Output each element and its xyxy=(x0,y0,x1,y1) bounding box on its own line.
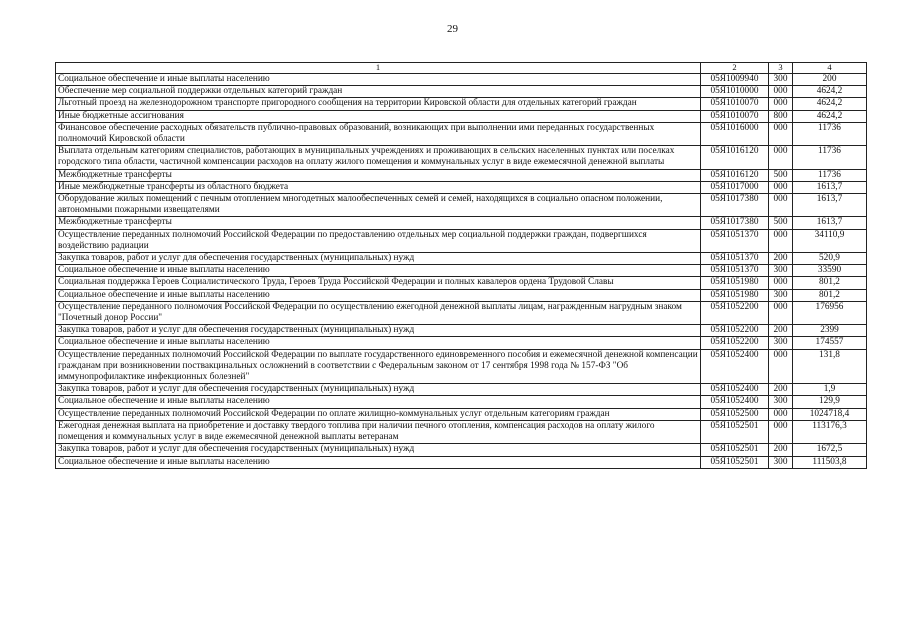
row-type-cell: 300 xyxy=(769,456,793,468)
row-code-cell: 05Я1052200 xyxy=(701,337,769,349)
row-amount-cell: 129,9 xyxy=(793,396,867,408)
table-header-row xyxy=(56,63,867,74)
row-code-cell: 05Я1052200 xyxy=(701,325,769,337)
row-code-cell: 05Я1051980 xyxy=(701,289,769,301)
row-code-cell: 05Я1051370 xyxy=(701,265,769,277)
row-name-cell: Осуществление переданных полномочий Российской Федерации по выплате государственного единовременного пособия и ежемесячной денежной компенсации гражданам при возникновении поствакцинальных осложнений в соответствии с Федеральным законом от 17 сентября 1998 года № 157-ФЗ "Об иммунопрофилактике инфекционных болезней" xyxy=(56,349,701,384)
row-name-cell: Льготный проезд на железнодорожном транспорте пригородного сообщения на территории Кировской области для отдельных категорий граждан xyxy=(56,98,701,110)
row-code-cell: 05Я1051370 xyxy=(701,229,769,252)
row-amount-cell: 1024718,4 xyxy=(793,408,867,420)
row-amount-cell: 520,9 xyxy=(793,253,867,265)
row-type-cell: 300 xyxy=(769,289,793,301)
row-amount-cell: 174557 xyxy=(793,337,867,349)
row-amount-cell: 131,8 xyxy=(793,349,867,384)
row-type-cell: 300 xyxy=(769,337,793,349)
row-amount-cell: 4624,2 xyxy=(793,86,867,98)
row-type-cell: 200 xyxy=(769,444,793,456)
row-name-cell: Ежегодная денежная выплата на приобретение и доставку твердого топлива при наличии печного отопления, компенсация расходов на оплату жилого помещения и коммунальных услуг в виде ежемесячной денежной выплаты ветеранам xyxy=(56,420,701,443)
row-type-cell: 000 xyxy=(769,301,793,324)
table-row xyxy=(56,325,867,337)
row-amount-cell: 1613,7 xyxy=(793,181,867,193)
row-name-cell: Социальное обеспечение и иные выплаты населению xyxy=(56,337,701,349)
row-name-cell: Финансовое обеспечение расходных обязательств публично-правовых образований, возникающих при выполнении ими переданных государственных полномочий Кировской области xyxy=(56,122,701,145)
row-name-cell: Межбюджетные трансферты xyxy=(56,169,701,181)
row-name-cell: Межбюджетные трансферты xyxy=(56,217,701,229)
row-name-cell: Иные межбюджетные трансферты из областного бюджета xyxy=(56,181,701,193)
table-row xyxy=(56,420,867,443)
table-row xyxy=(56,289,867,301)
row-type-cell: 000 xyxy=(769,408,793,420)
table-row xyxy=(56,265,867,277)
row-type-cell: 000 xyxy=(769,420,793,443)
row-code-cell: 05Я1016000 xyxy=(701,122,769,145)
row-amount-cell: 801,2 xyxy=(793,289,867,301)
row-type-cell: 300 xyxy=(769,265,793,277)
row-type-cell: 000 xyxy=(769,181,793,193)
row-code-cell: 05Я1052501 xyxy=(701,420,769,443)
column-header-code: 2 xyxy=(701,63,769,74)
row-code-cell: 05Я1052500 xyxy=(701,408,769,420)
row-type-cell: 300 xyxy=(769,396,793,408)
table-row xyxy=(56,110,867,122)
column-header-type: 3 xyxy=(769,63,793,74)
row-type-cell: 200 xyxy=(769,325,793,337)
row-name-cell: Иные бюджетные ассигнования xyxy=(56,110,701,122)
row-type-cell: 800 xyxy=(769,110,793,122)
row-amount-cell: 4624,2 xyxy=(793,98,867,110)
row-code-cell: 05Я1017000 xyxy=(701,181,769,193)
row-amount-cell: 113176,3 xyxy=(793,420,867,443)
row-code-cell: 05Я1051370 xyxy=(701,253,769,265)
page-number: 29 xyxy=(447,23,458,35)
table-row xyxy=(56,169,867,181)
budget-table xyxy=(55,62,867,469)
row-amount-cell: 200 xyxy=(793,74,867,86)
column-header-name: 1 xyxy=(56,63,701,74)
row-amount-cell: 1,9 xyxy=(793,384,867,396)
table-row xyxy=(56,444,867,456)
row-code-cell: 05Я1052400 xyxy=(701,349,769,384)
row-name-cell: Оборудование жилых помещений с печным отоплением многодетных малообеспеченных семей и семей, находящихся в социально опасном положении, автономными пожарными извещателями xyxy=(56,194,701,217)
row-amount-cell: 1613,7 xyxy=(793,217,867,229)
table-row xyxy=(56,181,867,193)
row-type-cell: 200 xyxy=(769,253,793,265)
row-name-cell: Социальное обеспечение и иные выплаты населению xyxy=(56,289,701,301)
column-header-amount: 4 xyxy=(793,63,867,74)
row-name-cell: Социальная поддержка Героев Социалистического Труда, Героев Труда Российской Федерации и полных кавалеров ордена Трудовой Славы xyxy=(56,277,701,289)
row-name-cell: Социальное обеспечение и иные выплаты населению xyxy=(56,456,701,468)
table-body xyxy=(56,74,867,469)
table-row xyxy=(56,253,867,265)
row-code-cell: 05Я1052200 xyxy=(701,301,769,324)
table-row xyxy=(56,229,867,252)
row-amount-cell: 11736 xyxy=(793,146,867,169)
row-type-cell: 200 xyxy=(769,384,793,396)
table-row xyxy=(56,408,867,420)
row-name-cell: Закупка товаров, работ и услуг для обеспечения государственных (муниципальных) нужд xyxy=(56,444,701,456)
row-amount-cell: 34110,9 xyxy=(793,229,867,252)
table-row xyxy=(56,194,867,217)
row-code-cell: 05Я1010000 xyxy=(701,86,769,98)
row-name-cell: Социальное обеспечение и иные выплаты населению xyxy=(56,74,701,86)
table-row xyxy=(56,146,867,169)
row-amount-cell: 1672,5 xyxy=(793,444,867,456)
row-name-cell: Обеспечение мер социальной поддержки отдельных категорий граждан xyxy=(56,86,701,98)
row-name-cell: Социальное обеспечение и иные выплаты населению xyxy=(56,265,701,277)
row-name-cell: Закупка товаров, работ и услуг для обеспечения государственных (муниципальных) нужд xyxy=(56,384,701,396)
row-type-cell: 000 xyxy=(769,86,793,98)
row-code-cell: 05Я1052400 xyxy=(701,384,769,396)
table-row xyxy=(56,98,867,110)
row-code-cell: 05Я1016120 xyxy=(701,169,769,181)
row-type-cell: 000 xyxy=(769,122,793,145)
row-amount-cell: 111503,8 xyxy=(793,456,867,468)
table-row xyxy=(56,384,867,396)
table-row xyxy=(56,349,867,384)
row-name-cell: Выплата отдельным категориям специалистов, работающих в муниципальных учреждениях и проживающих в сельских населенных пунктах или поселках городского типа области, частичной компенсации расходов на оплату жилого помещения и коммунальных услуг в виде ежемесячной денежной выплаты xyxy=(56,146,701,169)
row-code-cell: 05Я1052501 xyxy=(701,456,769,468)
row-type-cell: 500 xyxy=(769,217,793,229)
row-name-cell: Социальное обеспечение и иные выплаты населению xyxy=(56,396,701,408)
row-amount-cell: 11736 xyxy=(793,169,867,181)
table-row xyxy=(56,301,867,324)
table-row xyxy=(56,396,867,408)
row-amount-cell: 11736 xyxy=(793,122,867,145)
table-row xyxy=(56,74,867,86)
row-amount-cell: 176956 xyxy=(793,301,867,324)
row-code-cell: 05Я1010070 xyxy=(701,98,769,110)
row-code-cell: 05Я1017380 xyxy=(701,217,769,229)
row-name-cell: Осуществление переданных полномочий Российской Федерации по предоставлению отдельных мер социальной поддержки граждан, подвергшихся воздействию радиации xyxy=(56,229,701,252)
row-code-cell: 05Я1016120 xyxy=(701,146,769,169)
table-row xyxy=(56,86,867,98)
row-code-cell: 05Я1052400 xyxy=(701,396,769,408)
row-name-cell: Осуществление переданного полномочия Российской Федерации по осуществлению ежегодной денежной выплаты лицам, награжденным нагрудным знаком "Почетный донор России" xyxy=(56,301,701,324)
row-type-cell: 000 xyxy=(769,146,793,169)
row-amount-cell: 1613,7 xyxy=(793,194,867,217)
row-type-cell: 000 xyxy=(769,229,793,252)
row-amount-cell: 33590 xyxy=(793,265,867,277)
row-name-cell: Закупка товаров, работ и услуг для обеспечения государственных (муниципальных) нужд xyxy=(56,325,701,337)
row-name-cell: Осуществление переданных полномочий Российской Федерации по оплате жилищно-коммунальных услуг отдельным категориям граждан xyxy=(56,408,701,420)
table-row xyxy=(56,456,867,468)
row-type-cell: 500 xyxy=(769,169,793,181)
row-name-cell: Закупка товаров, работ и услуг для обеспечения государственных (муниципальных) нужд xyxy=(56,253,701,265)
row-type-cell: 000 xyxy=(769,194,793,217)
row-type-cell: 000 xyxy=(769,277,793,289)
table-row xyxy=(56,122,867,145)
row-amount-cell: 4624,2 xyxy=(793,110,867,122)
row-amount-cell: 2399 xyxy=(793,325,867,337)
row-code-cell: 05Я1051980 xyxy=(701,277,769,289)
row-type-cell: 000 xyxy=(769,349,793,384)
row-type-cell: 300 xyxy=(769,74,793,86)
table-row xyxy=(56,337,867,349)
row-type-cell: 000 xyxy=(769,98,793,110)
row-code-cell: 05Я1009940 xyxy=(701,74,769,86)
row-amount-cell: 801,2 xyxy=(793,277,867,289)
table-row xyxy=(56,277,867,289)
table-row xyxy=(56,217,867,229)
row-code-cell: 05Я1052501 xyxy=(701,444,769,456)
row-code-cell: 05Я1010070 xyxy=(701,110,769,122)
row-code-cell: 05Я1017380 xyxy=(701,194,769,217)
